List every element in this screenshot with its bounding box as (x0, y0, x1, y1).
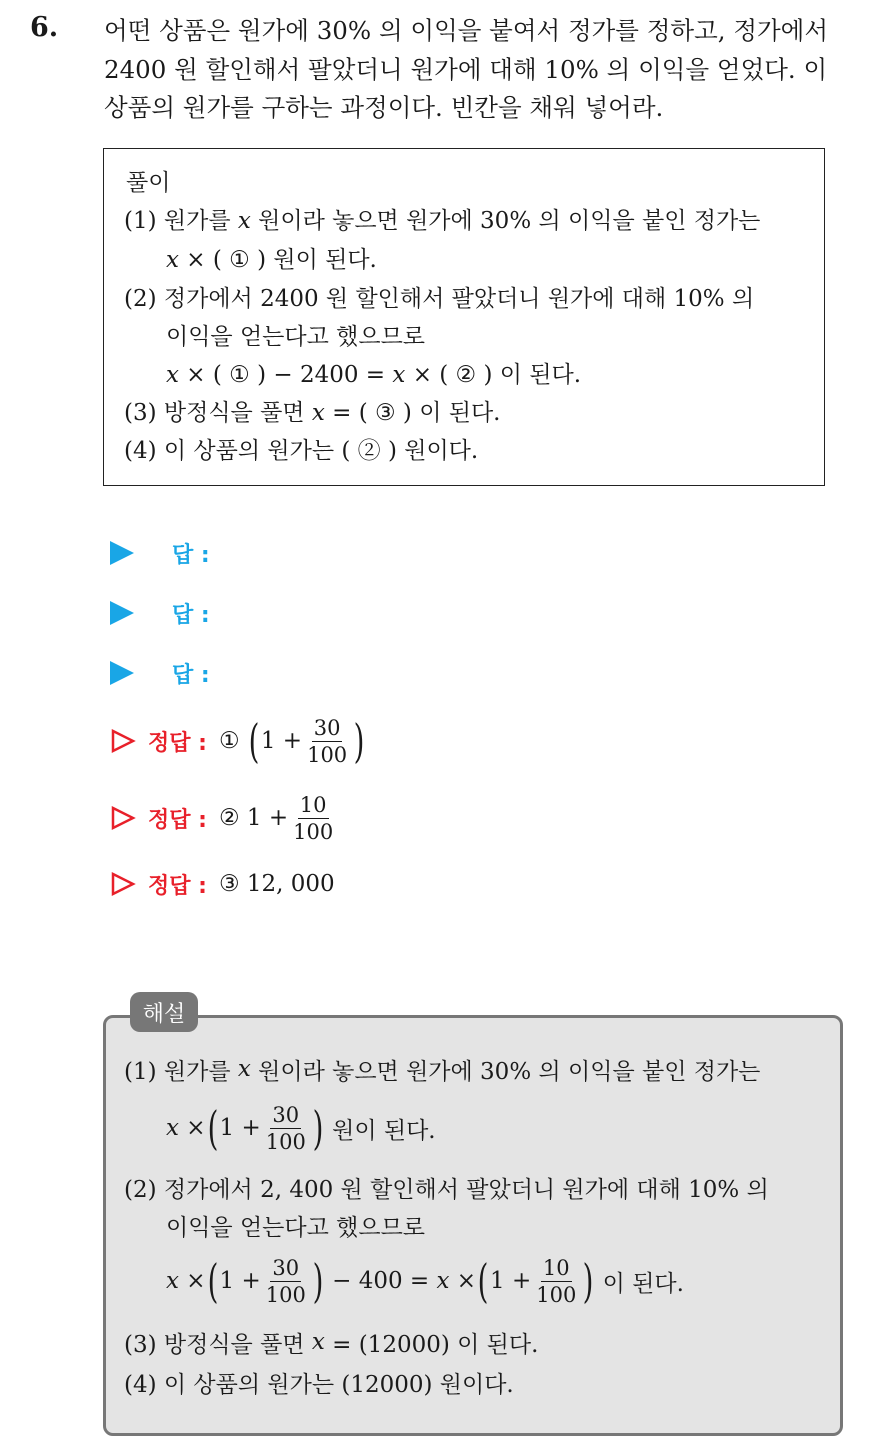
variable-x: x (392, 362, 406, 388)
fraction-prefix: 1 + (219, 1268, 261, 1294)
left-paren: ( (207, 1254, 218, 1308)
explanation-step-4: (4) 이 상품의 원가는 (12000) 원이다. (124, 1371, 514, 1398)
correct-answer-label: 정답 : (148, 807, 207, 833)
explanation-step-2: (2) 정가에서 2, 400 원 할인해서 팔았더니 원가에 대해 10% 의 (124, 1176, 769, 1203)
right-paren: ) (582, 1254, 594, 1308)
solution-step-1 (124, 206, 760, 236)
fraction (264, 1257, 308, 1306)
explanation-step-1-text-b: 원이라 놓으면 원가에 30% 의 이익을 붙인 정가는 (258, 1058, 761, 1085)
answer-row-3 (110, 653, 210, 693)
answer-label: 답 : (172, 602, 210, 628)
solution-step-2: (2) 정가에서 2400 원 할인해서 팔았더니 원가에 대해 10% 의 (124, 286, 755, 312)
explanation-step-1 (124, 1052, 760, 1086)
fraction-numerator: 30 (272, 1102, 300, 1127)
explanation-step-2-formula (166, 1250, 684, 1312)
answer-label: 답 : (172, 662, 210, 688)
solution-step-2-cont: 이익을 얻는다고 했으므로 (166, 324, 426, 350)
fraction (291, 794, 335, 843)
circle-mark: ① (218, 728, 240, 754)
correct-answer-row-3 (110, 864, 335, 904)
question-line-3: 상품의 원가를 구하는 과정이다. 빈칸을 채워 넣어라. (104, 93, 664, 122)
explanation-step-1-formula-post: 원이 된다. (332, 1117, 436, 1144)
explanation-step-3-text-a: (3) 방정식을 풀면 (124, 1331, 305, 1358)
explanation-step-3 (124, 1325, 538, 1359)
fraction-prefix: 1 + (490, 1268, 532, 1294)
explanation-tab: 해설 (130, 992, 198, 1032)
variable-x: x (311, 400, 325, 426)
right-paren: ) (353, 714, 365, 768)
minus-equals: − 400 = (332, 1268, 430, 1294)
fraction (305, 717, 349, 766)
solution-title: 풀이 (126, 170, 171, 196)
solution-step-4: (4) 이 상품의 원가는 ( ② ) 원이다. (124, 438, 479, 464)
fraction-prefix: 1 + (246, 805, 289, 831)
explanation-step-1-formula (166, 1098, 436, 1158)
play-triangle-icon (110, 661, 134, 685)
fraction-prefix: 1 + (260, 728, 303, 754)
fraction-numerator: 30 (272, 1255, 300, 1280)
correct-answer-row-2 (110, 793, 338, 843)
correct-answer-3 (219, 871, 335, 897)
circle-mark: ② (218, 805, 240, 831)
correct-answer-row-1 (110, 716, 366, 766)
fraction-numerator: 30 (313, 715, 341, 740)
solution-step-2-formula (166, 360, 581, 390)
fraction-denominator: 100 (307, 742, 348, 767)
variable-x: x (166, 1268, 179, 1294)
variable-x: x (166, 247, 179, 273)
solution-step-1-text-b: 원이라 놓으면 원가에 30% 의 이익을 붙인 정가는 (258, 208, 761, 234)
times-sign: × (186, 1268, 206, 1294)
question-line-2: 2400 원 할인해서 팔았더니 원가에 대해 10% 의 이익을 얻었다. 이 (104, 55, 828, 84)
fraction-denominator: 100 (265, 1129, 306, 1154)
fraction-denominator: 100 (536, 1282, 577, 1307)
left-paren: ( (248, 714, 260, 768)
play-triangle-icon (110, 601, 134, 625)
solution-step-2-formula-a: × ( ① ) − 2400 = (186, 362, 386, 388)
correct-answer-label: 정답 : (148, 730, 207, 756)
answer-label: 답 : (172, 542, 210, 568)
variable-x: x (311, 1329, 325, 1355)
fraction-denominator: 100 (265, 1282, 306, 1307)
answer-value: 12, 000 (246, 871, 335, 897)
outline-triangle-icon (110, 728, 136, 754)
question-number: 6. (30, 12, 59, 43)
variable-x: x (166, 1115, 179, 1141)
play-triangle-icon (110, 541, 134, 565)
fraction-denominator: 100 (293, 819, 334, 844)
times-sign: × (456, 1268, 477, 1294)
explanation-step-2-cont: 이익을 얻는다고 했으므로 (166, 1214, 426, 1241)
solution-step-3-text-a: (3) 방정식을 풀면 (124, 400, 305, 426)
question-line-1: 어떤 상품은 원가에 30% 의 이익을 붙여서 정가를 정하고, 정가에서 (104, 16, 829, 45)
answer-row-2 (110, 593, 210, 633)
correct-answer-1 (218, 714, 366, 768)
solution-step-3-text-b: = ( ③ ) 이 된다. (332, 400, 501, 426)
variable-x: x (237, 1056, 251, 1082)
fraction-numerator: 10 (542, 1255, 570, 1280)
variable-x: x (237, 208, 251, 234)
solution-step-3 (124, 398, 500, 428)
explanation-step-2-formula-post: 이 된다. (602, 1270, 684, 1297)
right-paren: ) (312, 1254, 324, 1308)
variable-x: x (166, 362, 179, 388)
correct-answer-2 (219, 794, 338, 843)
variable-x: x (436, 1268, 450, 1294)
left-paren: ( (477, 1254, 489, 1308)
left-paren: ( (207, 1101, 218, 1155)
explanation-step-1-text-a: (1) 원가를 (124, 1058, 231, 1085)
solution-step-1-text-a: (1) 원가를 (124, 208, 231, 234)
correct-answer-label: 정답 : (148, 873, 207, 899)
fraction (534, 1257, 578, 1306)
solution-step-1-formula (166, 245, 377, 275)
solution-step-2-formula-b: × ( ② ) 이 된다. (412, 362, 582, 388)
fraction (264, 1104, 308, 1153)
fraction-numerator: 10 (299, 792, 327, 817)
answer-row-1 (110, 533, 210, 573)
circle-mark: ③ (218, 871, 240, 897)
solution-step-1-formula-text: × ( ① ) 원이 된다. (186, 247, 377, 273)
outline-triangle-icon (110, 871, 136, 897)
explanation-step-3-text-b: = (12000) 이 된다. (332, 1331, 539, 1358)
fraction-prefix: 1 + (219, 1115, 261, 1141)
times-sign: × (186, 1115, 206, 1141)
outline-triangle-icon (110, 805, 136, 831)
right-paren: ) (312, 1101, 324, 1155)
